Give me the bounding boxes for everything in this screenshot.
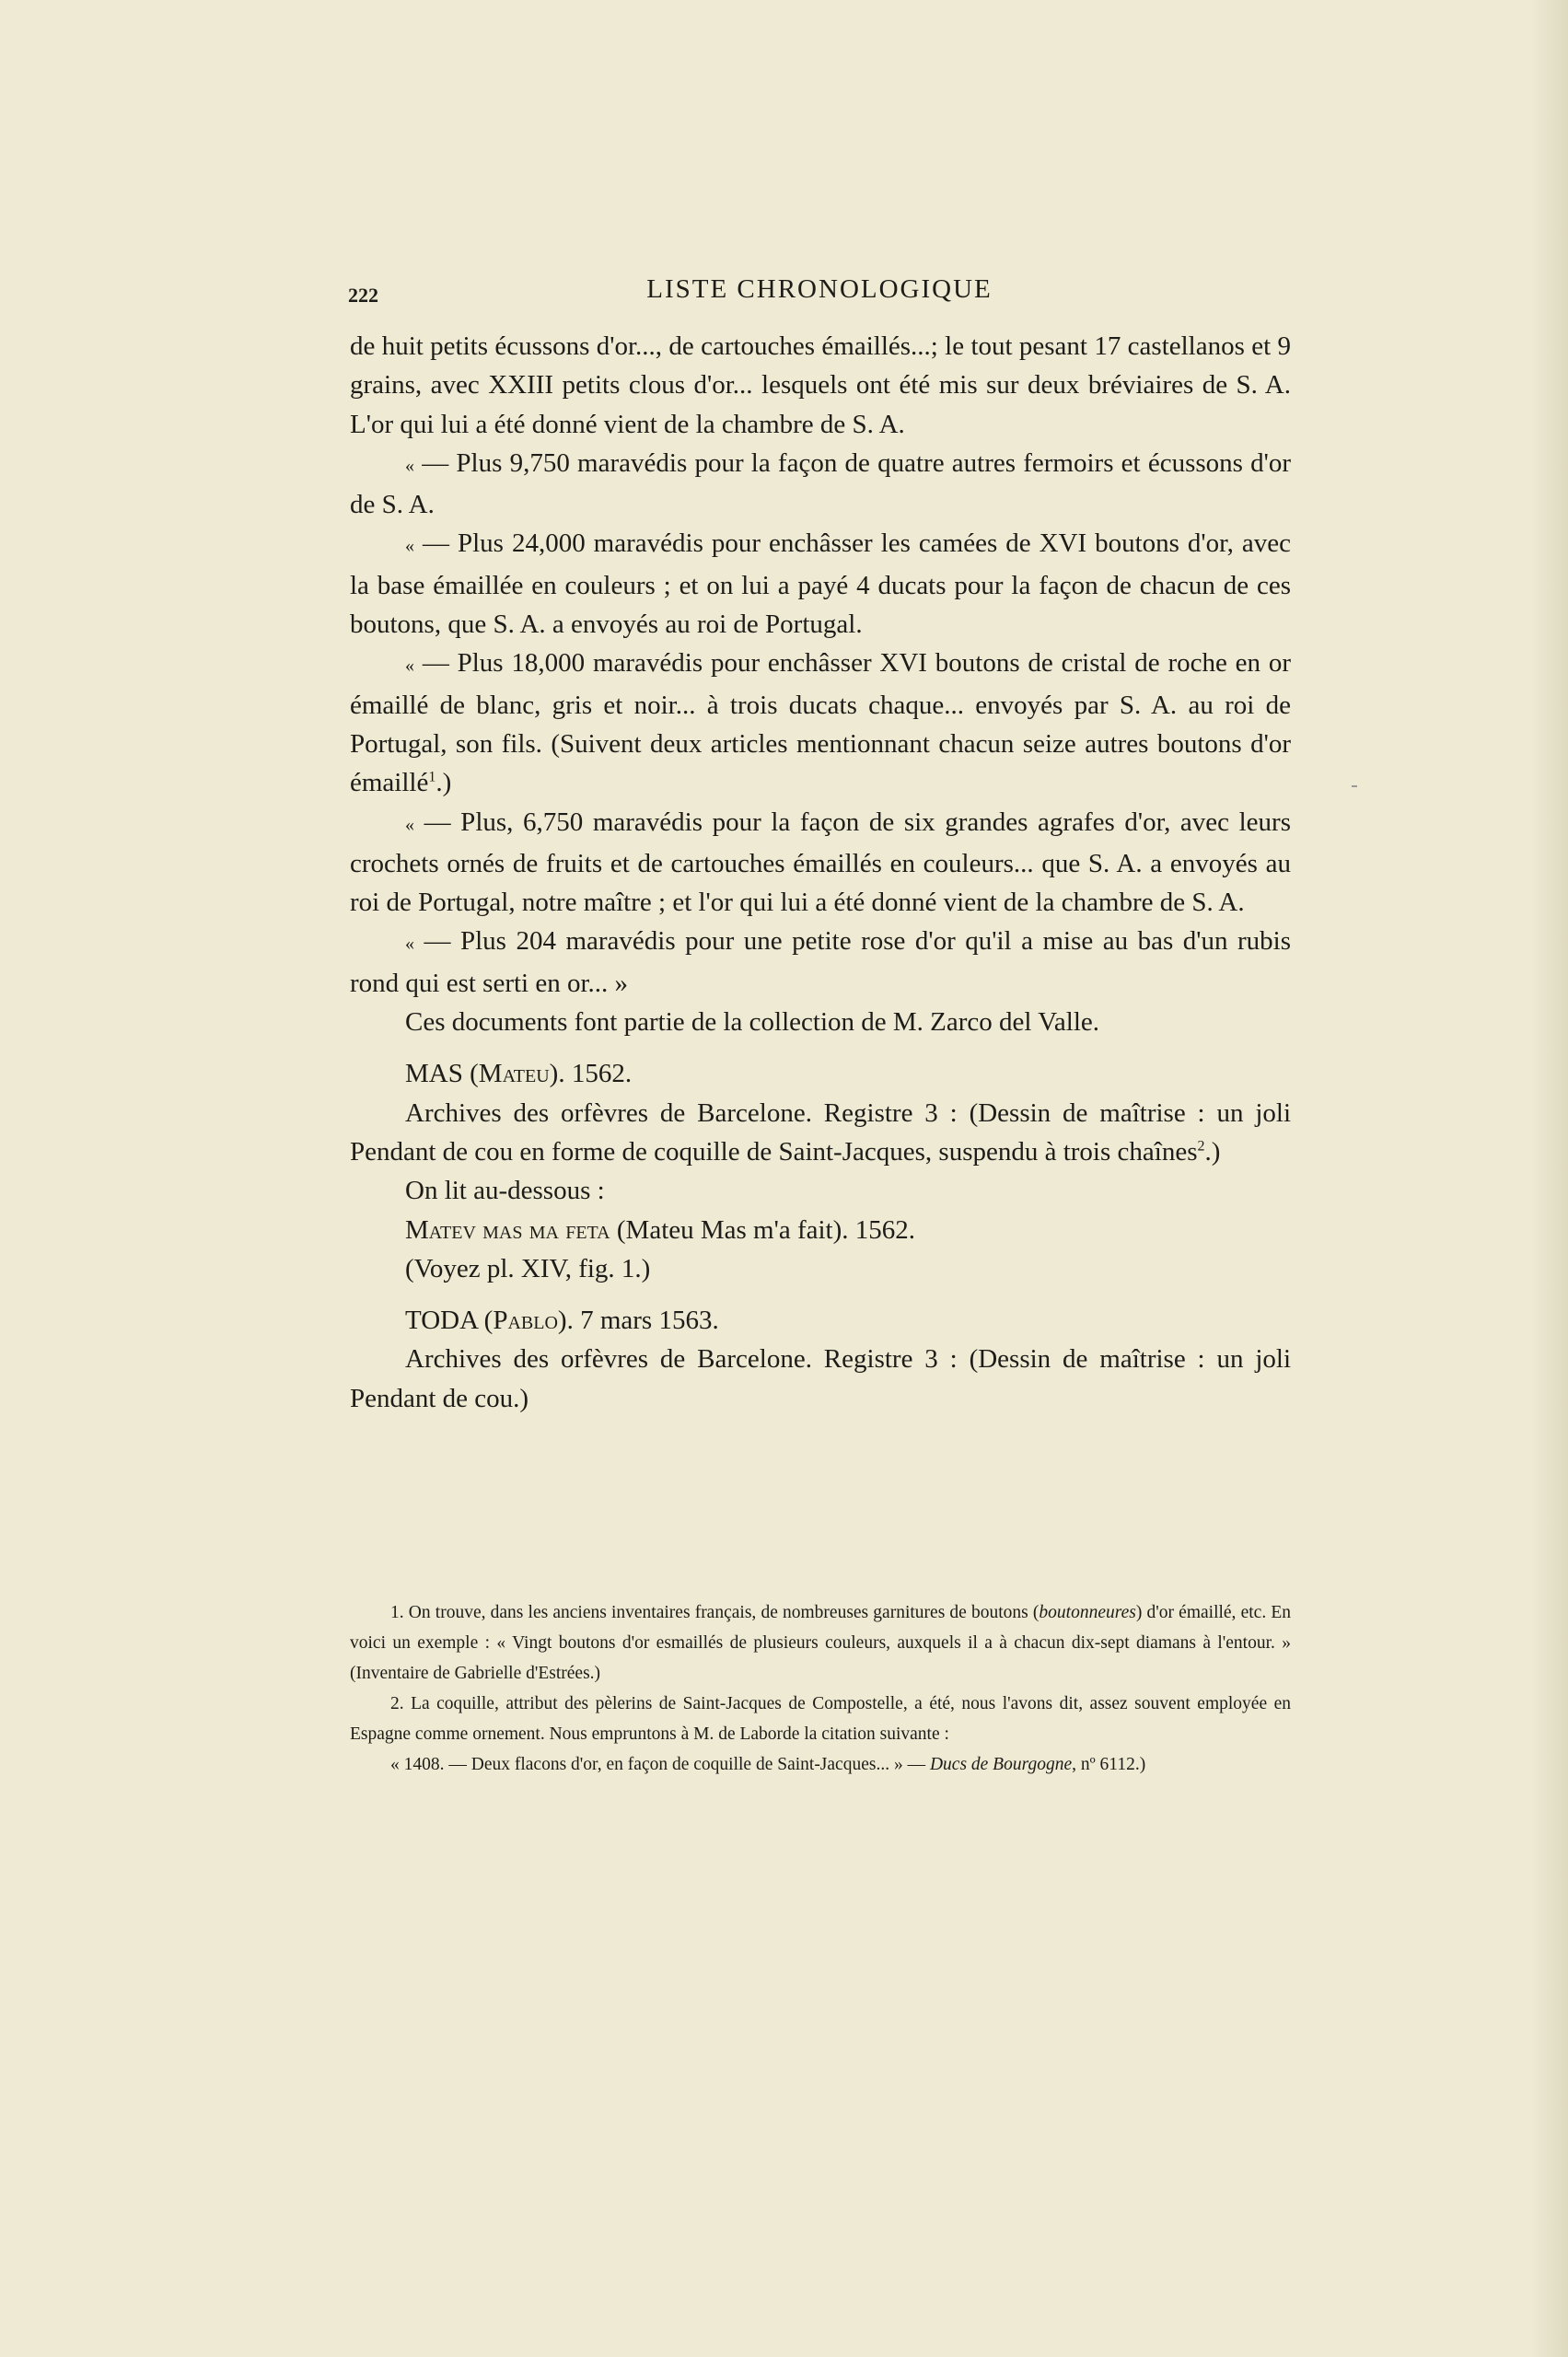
entry-text-toda: Archives des orfèvres de Barcelone. Registre 3 : (Dessin de maîtrise : un joli Pendant de cou.) <box>350 1344 1291 1413</box>
paragraph-text: — Plus 24,000 maravédis pour enchâsser les camées de XVI boutons d'or, avec la base émaillée en couleurs ; et on lui a payé 4 ducats pour la façon de chacun de ces boutons, que S. A. a envoyés au roi de Portugal. <box>350 528 1292 640</box>
quote-mark: « <box>405 455 414 476</box>
paragraph-item-204 <box>350 922 1291 1003</box>
paragraph-text: — Plus 18,000 maravédis pour enchâsser XVI boutons de cristal de roche en or émaillé de blanc, gris et noir... à trois ducats chaque... envoyés par S. A. au roi de Portugal, son fils. (Suivent deux articles mentionnant chacun seize autres boutons d'or émaillé <box>350 648 1291 798</box>
page-number: 222 <box>348 284 378 307</box>
quote-mark: « <box>405 814 414 835</box>
quote-mark: « <box>405 656 414 677</box>
footnotes <box>350 1597 1291 1780</box>
footnote-2-quote <box>350 1749 1291 1780</box>
paragraph-item-6750 <box>350 803 1291 923</box>
paragraph-text-end: .) <box>436 768 452 798</box>
main-text <box>350 327 1291 1418</box>
inscription-translation: (Mateu Mas m'a fait). 1562. <box>616 1214 916 1245</box>
entry-text-end: .) <box>1204 1136 1221 1167</box>
footnote-2 <box>350 1689 1291 1749</box>
entry-given-name: Mateu <box>478 1059 550 1089</box>
footnote-italic: boutonneures <box>1039 1603 1136 1622</box>
footnote-text: La coquille, attribut des pèlerins de Saint-Jacques de Compostelle, a été, nous l'avons dit, assez souvent employée en Espagne comme ornement. Nous empruntons à M. de Laborde la citation suivante : <box>350 1694 1291 1744</box>
entry-text-mas <box>350 1094 1291 1172</box>
quote-mark: « <box>405 934 414 955</box>
paragraph-item-24000 <box>350 524 1291 644</box>
footnote-quote: « 1408. — Deux flacons d'or, en façon de coquille de Saint-Jacques... » — <box>390 1755 930 1774</box>
footnote-1 <box>350 1597 1291 1689</box>
paragraph-text: — Plus 204 maravédis pour une petite rose d'or qu'il a mise au bas d'un rubis rond qui est serti en or... » <box>350 926 1291 998</box>
margin-mark <box>1352 785 1357 787</box>
entry-given-name: Pablo <box>493 1306 558 1336</box>
footnote-text: On trouve, dans les anciens inventaires français, de nombreuses garnitures de boutons ( <box>408 1603 1040 1622</box>
footnote-source-rest: , nº 6112.) <box>1072 1755 1146 1774</box>
entry-name: MAS <box>405 1059 463 1089</box>
paragraph-text: — Plus, 6,750 maravédis pour la façon de six grandes agrafes d'or, avec leurs crochets ornés de fruits et de cartouches émaillés en couleurs... que S. A. a envoyés au roi de Portugal, notre maître ; et l'or qui lui a été donné vient de la chambre de S. A. <box>350 807 1292 918</box>
entry-plate-ref-mas: (Voyez pl. XIV, fig. 1.) <box>405 1253 651 1283</box>
paragraph-continuation: de huit petits écussons d'or..., de cartouches émaillés...; le tout pesant 17 castellanos et 9 grains, avec XXIII petits clous d'or... lesquels ont été mis sur deux bréviaires de S. A. L'or qui lui a été donné vient de la chambre de S. A. <box>350 331 1291 439</box>
footnote-text: ) d'or émaillé, etc. En voici un exemple : « Vingt boutons d'or esmaillés de plusieurs couleurs, auxquels il a à chacun dix-sept diamans à l'entour. » (Inventaire de Gabrielle d'Estrées.) <box>350 1603 1292 1683</box>
paragraph-text: — Plus 9,750 maravédis pour la façon de quatre autres fermoirs et écussons d'or de S. A. <box>350 447 1292 520</box>
spacer <box>350 1041 1291 1054</box>
footnote-label: 1. <box>390 1603 404 1622</box>
paragraph-item-18000 <box>350 644 1291 802</box>
entry-name: TODA <box>405 1306 478 1336</box>
paragraph-source-note: Ces documents font partie de la collection de M. Zarco del Valle. <box>405 1007 1100 1038</box>
entry-date: 1562. <box>571 1059 633 1089</box>
paragraph-item-9750 <box>350 444 1291 525</box>
quote-mark: « <box>405 536 414 557</box>
entry-extra-mas: On lit au-dessous : <box>405 1176 605 1206</box>
footnote-label: 2. <box>390 1694 404 1713</box>
footnote-source-title: Ducs de Bourgogne <box>929 1755 1073 1774</box>
running-title: LISTE CHRONOLOGIQUE <box>646 274 993 304</box>
entry-text: Archives des orfèvres de Barcelone. Registre 3 : (Dessin de maîtrise : un joli Pendant de cou en forme de coquille de Saint-Jacques, suspendu à trois chaînes <box>350 1097 1291 1167</box>
entry-heading-toda: TODA (Pablo). 7 mars 1563. <box>405 1306 719 1336</box>
entry-inscription-mas <box>350 1211 1291 1249</box>
footnote-ref-2[interactable]: 2 <box>1197 1138 1205 1155</box>
footnote-ref-1[interactable]: 1 <box>428 769 436 785</box>
spacer <box>350 1288 1291 1301</box>
inscription: Matev mas ma feta <box>405 1214 610 1245</box>
page-edge-shadow <box>1531 0 1568 2357</box>
entry-date: 7 mars 1563. <box>580 1306 719 1336</box>
entry-heading-mas: MAS (Mateu). 1562. <box>405 1059 633 1089</box>
